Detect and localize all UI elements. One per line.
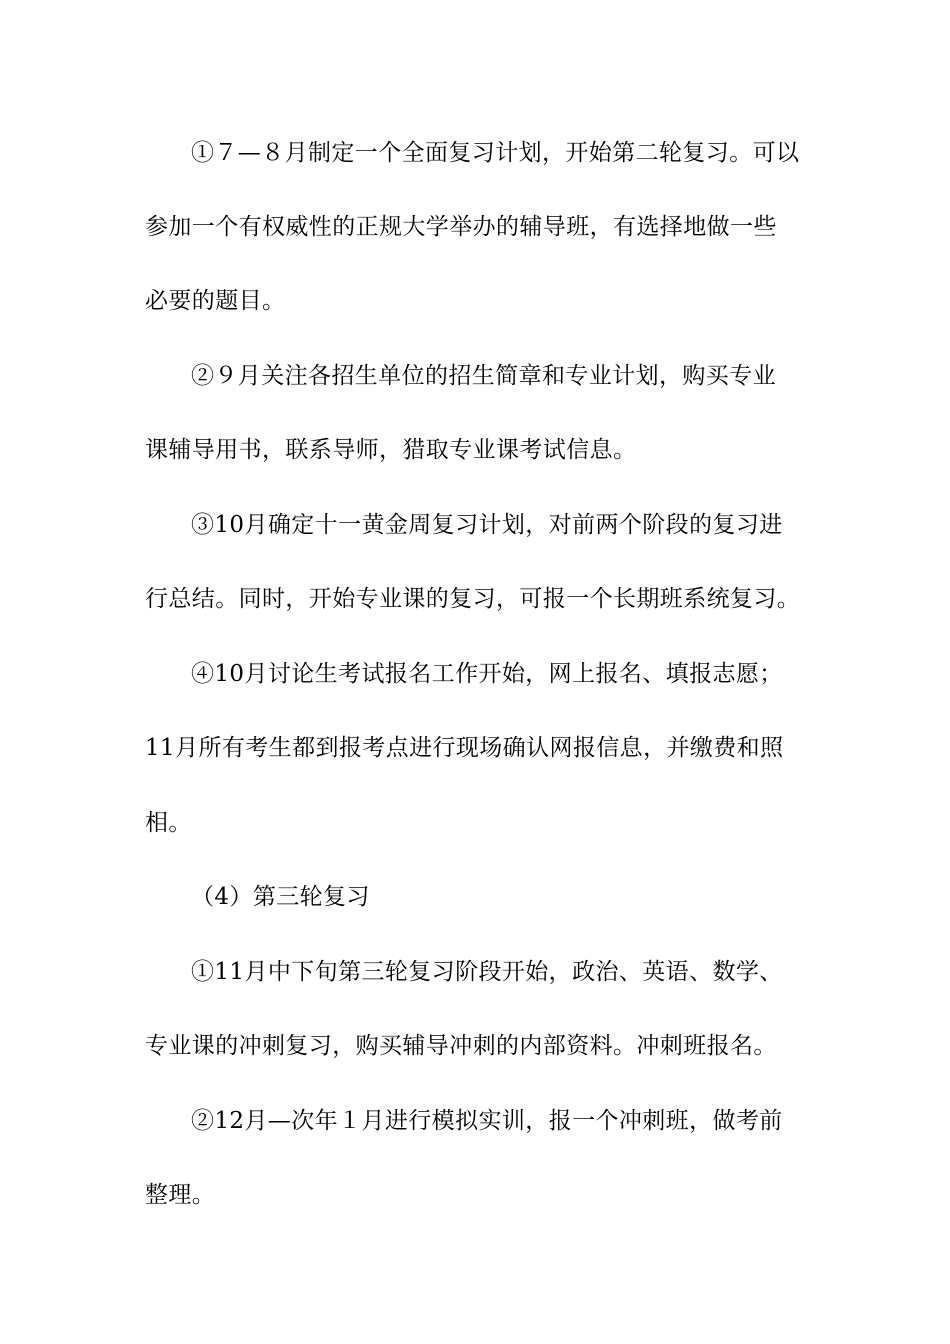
section-heading: （4）第三轮复习 bbox=[191, 884, 370, 910]
paragraph-4-line-3: 相。 bbox=[145, 810, 192, 836]
paragraph-4-line-2: 11月所有考生都到报考点进行现场确认网报信息，并缴费和照 bbox=[145, 735, 784, 761]
paragraph-5-line-2: 专业课的冲刺复习，购买辅导冲刺的内部资料。冲刺班报名。 bbox=[145, 1033, 777, 1059]
paragraph-6-line-1: ②12月—次年１月进行模拟实训，报一个冲刺班，做考前 bbox=[191, 1108, 783, 1134]
paragraph-1-line-1: ①７—８月制定一个全面复习计划，开始第二轮复习。可以 bbox=[191, 140, 800, 166]
paragraph-2-line-1: ②９月关注各招生单位的招生简章和专业计划，购买专业 bbox=[191, 363, 776, 389]
paragraph-1-line-2: 参加一个有权威性的正规大学举办的辅导班，有选择地做一些 bbox=[145, 214, 777, 240]
paragraph-2-line-2: 课辅导用书，联系导师，猎取专业课考试信息。 bbox=[145, 437, 637, 463]
paragraph-1-line-3: 必要的题目。 bbox=[145, 288, 286, 314]
paragraph-3-line-2: 行总结。同时，开始专业课的复习，可报一个长期班系统复习。 bbox=[145, 586, 801, 612]
paragraph-6-line-2: 整理。 bbox=[145, 1182, 216, 1208]
paragraph-4-line-1: ④10月讨论生考试报名工作开始，网上报名、填报志愿； bbox=[191, 661, 783, 687]
paragraph-3-line-1: ③10月确定十一黄金周复习计划，对前两个阶段的复习进 bbox=[191, 512, 783, 538]
paragraph-5-line-1: ①11月中下旬第三轮复习阶段开始，政治、英语、数学、 bbox=[191, 959, 783, 985]
